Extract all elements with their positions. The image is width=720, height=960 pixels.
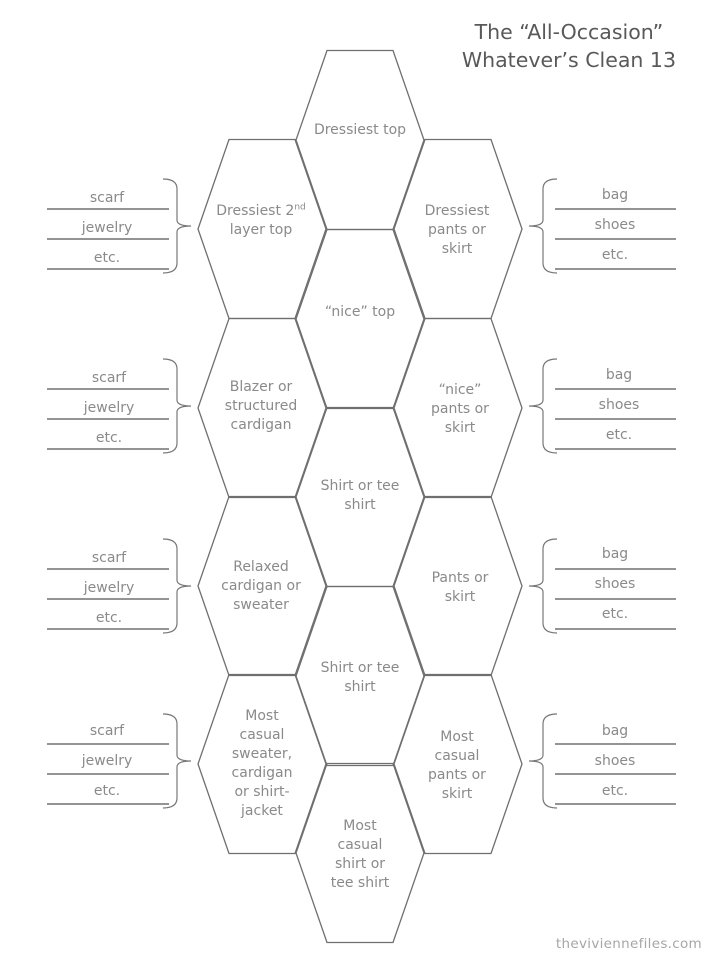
bracket-left (163, 714, 191, 808)
accessory-label-shoes: shoes (594, 753, 636, 769)
accessory-label-shoes: shoes (594, 217, 636, 233)
footer-site-credit: theviviennefiles.com (555, 936, 702, 952)
hex-label-casual-top: Most casual shirt or tee shirt (330, 818, 390, 891)
accessory-label-etc: etc. (93, 783, 121, 799)
hex-label-dressiest-bottom: Dressiest pants or skirt (424, 203, 490, 257)
accessory-label-bag: bag (601, 546, 629, 562)
bracket-right (529, 359, 557, 453)
accessory-label-etc: etc. (95, 610, 123, 626)
accessory-label-shoes: shoes (594, 576, 636, 592)
hex-label-relaxed-cardigan: Relaxed cardigan or sweater (221, 559, 301, 613)
accessory-label-jewelry: jewelry (83, 580, 135, 596)
hex-label-dressiest-top: Dressiest top (313, 122, 407, 138)
accessory-label-etc: etc. (93, 250, 121, 266)
hex-dressiest-top (296, 51, 424, 230)
title-line-2: Whatever’s Clean 13 (461, 48, 676, 72)
accessory-label-scarf: scarf (89, 723, 125, 739)
hex-label-nice-top: “nice” top (324, 304, 396, 320)
page-title (462, 18, 676, 74)
hex-label-shirt-1: Shirt or tee shirt (320, 478, 400, 513)
accessory-label-scarf: scarf (91, 370, 127, 386)
accessory-label-etc: etc. (605, 427, 633, 443)
accessory-label-scarf: scarf (89, 190, 125, 206)
accessory-label-jewelry: jewelry (81, 753, 133, 769)
bracket-left (163, 179, 191, 273)
bracket-right (529, 539, 557, 633)
accessory-label-etc: etc. (601, 783, 629, 799)
accessory-label-bag: bag (601, 723, 629, 739)
accessory-label-shoes: shoes (598, 397, 640, 413)
accessory-label-etc: etc. (601, 247, 629, 263)
hex-label-dressiest-layer-top: Dressiest 2nd layer top (216, 202, 306, 238)
bracket-right (529, 179, 557, 273)
hex-label-casual-layer: Most casual sweater, cardigan or shirt- jacket (231, 708, 293, 819)
hex-label-shirt-2: Shirt or tee shirt (320, 660, 400, 695)
hex-label-pants-skirt: Pants or skirt (431, 570, 489, 605)
accessory-label-etc: etc. (601, 606, 629, 622)
hex-label-casual-bottom: Most casual pants or skirt (428, 729, 486, 802)
hex-label-blazer: Blazer or structured cardigan (224, 379, 298, 433)
accessory-label-bag: bag (605, 367, 633, 383)
title-line-1: The “All-Occasion” (474, 20, 664, 44)
accessory-label-jewelry: jewelry (83, 400, 135, 416)
accessory-label-etc: etc. (95, 430, 123, 446)
hex-label-nice-bottom: “nice” pants or skirt (431, 382, 489, 436)
accessory-label-scarf: scarf (91, 550, 127, 566)
accessory-label-bag: bag (601, 187, 629, 203)
accessory-label-jewelry: jewelry (81, 220, 133, 236)
bracket-right (529, 714, 557, 808)
